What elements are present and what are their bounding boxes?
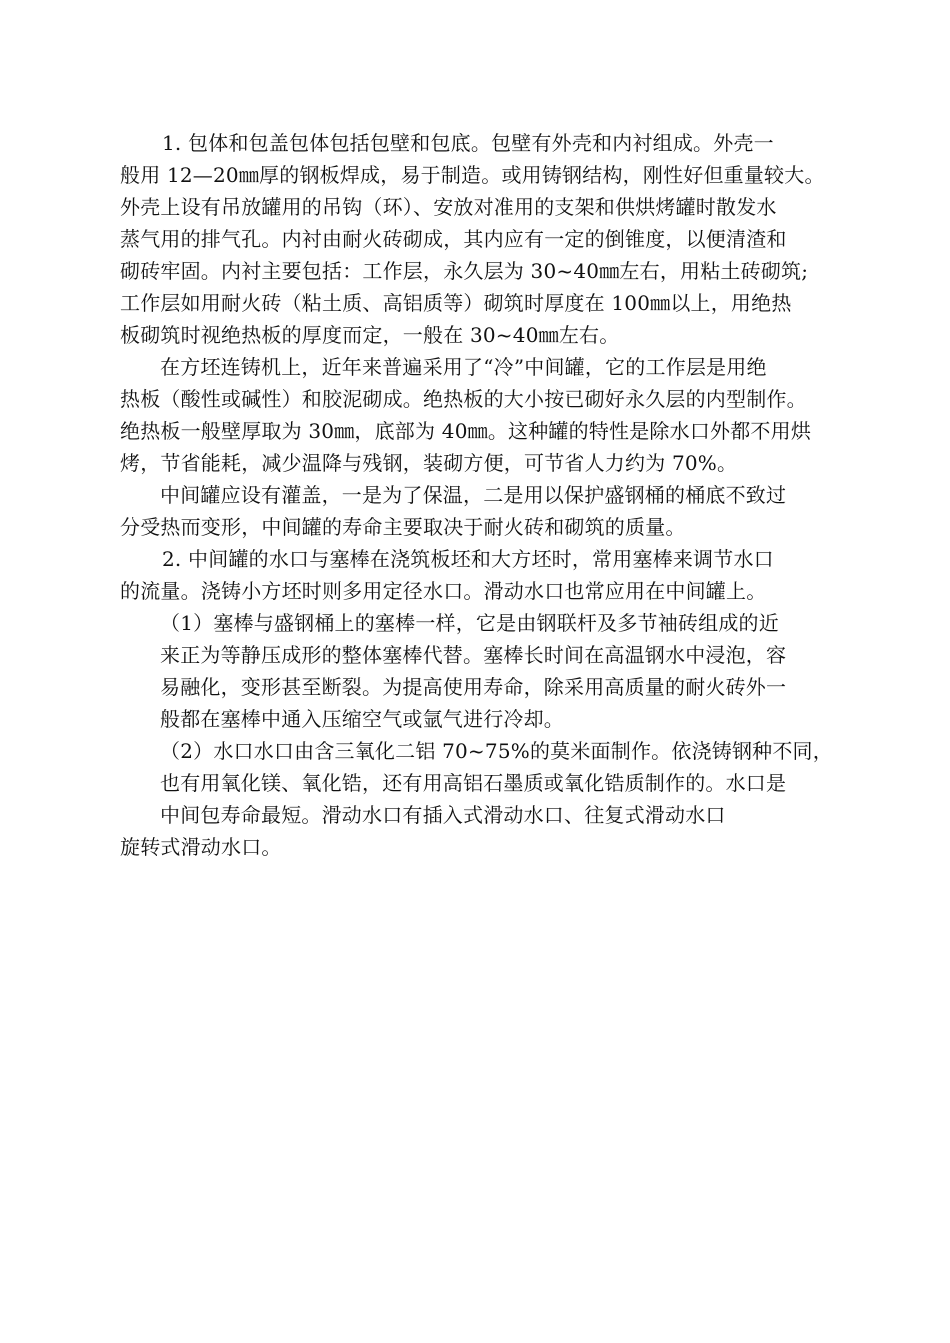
text-line: 般用 12—20㎜厚的钢板焊成，易于制造。或用铸钢结构，刚性好但重量较大。: [120, 163, 825, 187]
text-line: 中间罐应设有灌盖，一是为了保温，二是用以保护盛钢桶的桶底不致过: [160, 483, 787, 507]
text-line: （2）水口水口由含三氧化二铝 70~75%的莫米面制作。依浇铸钢种不同，: [160, 739, 833, 763]
text-line: 绝热板一般壁厚取为 30㎜，底部为 40㎜。这种罐的特性是除水口外都不用烘: [120, 419, 812, 443]
text-line: 的流量。浇铸小方坯时则多用定径水口。滑动水口也常应用在中间罐上。: [120, 579, 767, 603]
text-line: 易融化，变形甚至断裂。为提高使用寿命，除采用高质量的耐火砖外一: [160, 675, 787, 699]
text-line: （1）塞棒与盛钢桶上的塞棒一样，它是由钢联杆及多节袖砖组成的近: [160, 611, 779, 635]
text-line: 中间包寿命最短。滑动水口有插入式滑动水口、往复式滑动水口: [160, 803, 726, 827]
text-line: 外壳上设有吊放罐用的吊钩（环）、安放对准用的支架和供烘烤罐时散发水: [120, 195, 777, 219]
text-line: 蒸气用的排气孔。内衬由耐火砖砌成，其内应有一定的倒锥度，以便清渣和: [120, 227, 787, 251]
text-line: 板砌筑时视绝热板的厚度而定，一般在 30~40㎜左右。: [120, 323, 620, 347]
text-line: 来正为等静压成形的整体塞棒代替。塞棒长时间在高温钢水中浸泡，容: [160, 643, 787, 667]
text-line: 烤，节省能耗，减少温降与残钢，装砌方便，可节省人力约为 70%。: [120, 451, 738, 475]
text-line: 般都在塞棒中通入压缩空气或氩气进行冷却。: [160, 707, 564, 731]
text-line: 工作层如用耐火砖（粘土质、高铝质等）砌筑时厚度在 100㎜以上，用绝热: [120, 291, 792, 315]
text-line: 也有用氧化镁、氧化锆，还有用高铝石墨质或氧化锆质制作的。水口是: [160, 771, 787, 795]
text-line: 在方坯连铸机上，近年来普遍采用了“冷”中间罐，它的工作层是用绝: [160, 355, 767, 379]
text-line: 旋转式滑动水口。: [120, 835, 282, 859]
text-line: 热板（酸性或碱性）和胶泥砌成。绝热板的大小按已砌好永久层的内型制作。: [120, 387, 807, 411]
text-line: 1. 包体和包盖包体包括包壁和包底。包壁有外壳和内衬组成。外壳一: [162, 131, 774, 155]
text-line: 分受热而变形，中间罐的寿命主要取决于耐火砖和砌筑的质量。: [120, 515, 686, 539]
text-line: 2. 中间罐的水口与塞棒在浇筑板坯和大方坯时，常用塞棒来调节水口: [162, 547, 774, 571]
text-line: 砌砖牢固。内衬主要包括：工作层，永久层为 30~40㎜左右，用粘土砖砌筑;: [120, 259, 809, 283]
